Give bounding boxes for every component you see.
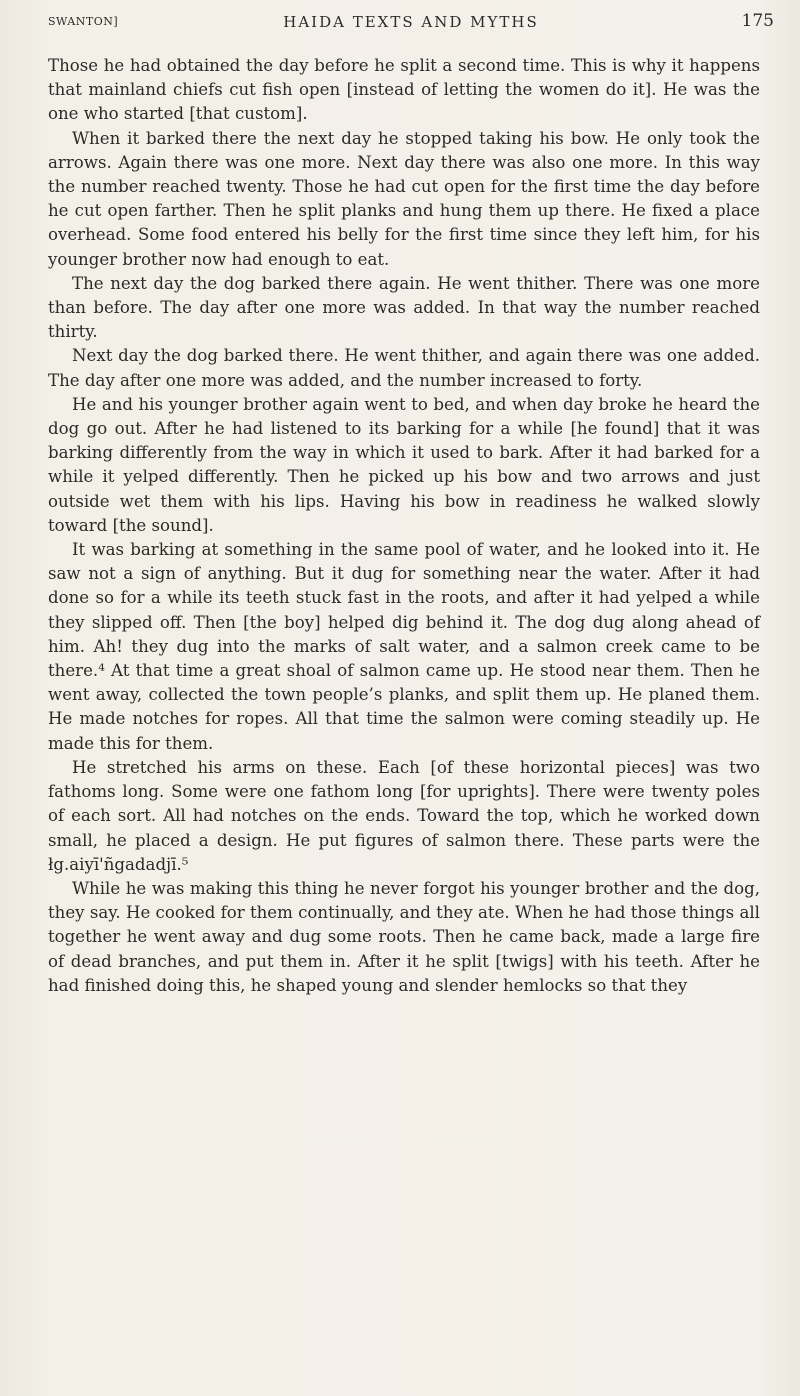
paragraph-1: Those he had obtained the day before he split a second time. This is why it happens that mainland chiefs cut fish open [instead of letting the women do it]. He was the one who started [that custom]. [48, 56, 760, 124]
paragraph-7: He stretched his arms on these. Each [of these horizontal pieces] was two fathoms long. Some were one fathom long [for uprights]. There were twenty poles of each sort. All had notches on the ends. Toward the top, which he worked down small, he placed a design. He put figures of salmon there. These parts were the łg.aiyī'ñgadadjī.⁵ [48, 757, 760, 874]
running-title: HAIDA TEXTS AND MYTHS [283, 13, 539, 31]
paragraph-6: It was barking at something in the same pool of water, and he looked into it. He saw not a sign of anything. But it dug for something near the water. After it had done so for a while its teeth stuck fast in the roots, and after it had yelped a while they slipped off. Then [the boy] helped dig behind it. The dog dug along ahead of him. Ah! they dug into the marks of salt water, and a salmon creek came to be there.⁴ At that time a great shoal of salmon came up. He stood near them. Then he went away, collected the town people’s planks, and split them up. He planed them. He made notches for ropes. All that time the salmon were coming steadily up. He made this for them. [48, 540, 760, 753]
running-header [48, 13, 774, 35]
paragraph-5: He and his younger brother again went to bed, and when day broke he heard the dog go out. After he had listened to its barking for a while [he found] that it was barking differently from the way in which it used to bark. After it had barked for a while it yelped differently. Then he picked up his bow and two arrows and just outside wet them with his lips. Having his bow in readiness he walked slowly toward [the sound]. [48, 394, 760, 535]
author-name: SWANTON] [48, 15, 119, 28]
page-number: 175 [741, 11, 774, 31]
paragraph-4: Next day the dog barked there. He went thither, and again there was one added. The day after one more was added, and the number increased to forty. [48, 346, 760, 390]
paragraph-3: The next day the dog barked there again. He went thither. There was one more than before. The day after one more was added. In that way the number reached thirty. [48, 273, 760, 342]
paragraph-2: When it barked there the next day he stopped taking his bow. He only took the arrows. Again there was one more. Next day there was also one more. In this way the number reached twenty. Those he had cut open for the first time the day before he cut open farther. Then he split planks and hung them up there. He fixed a place overhead. Some food entered his belly for the first time since they left him, for his younger brother now had enough to eat. [48, 128, 760, 269]
body-text [48, 54, 760, 998]
paragraph-8: While he was making this thing he never forgot his younger brother and the dog, they say. He cooked for them continually, and they ate. When he had those things all together he went away and dug some roots. Then he came back, made a large fire of dead branches, and put them in. After it he split [twigs] with his teeth. After he had finished doing this, he shaped young and slender hemlocks so that they [48, 878, 760, 995]
